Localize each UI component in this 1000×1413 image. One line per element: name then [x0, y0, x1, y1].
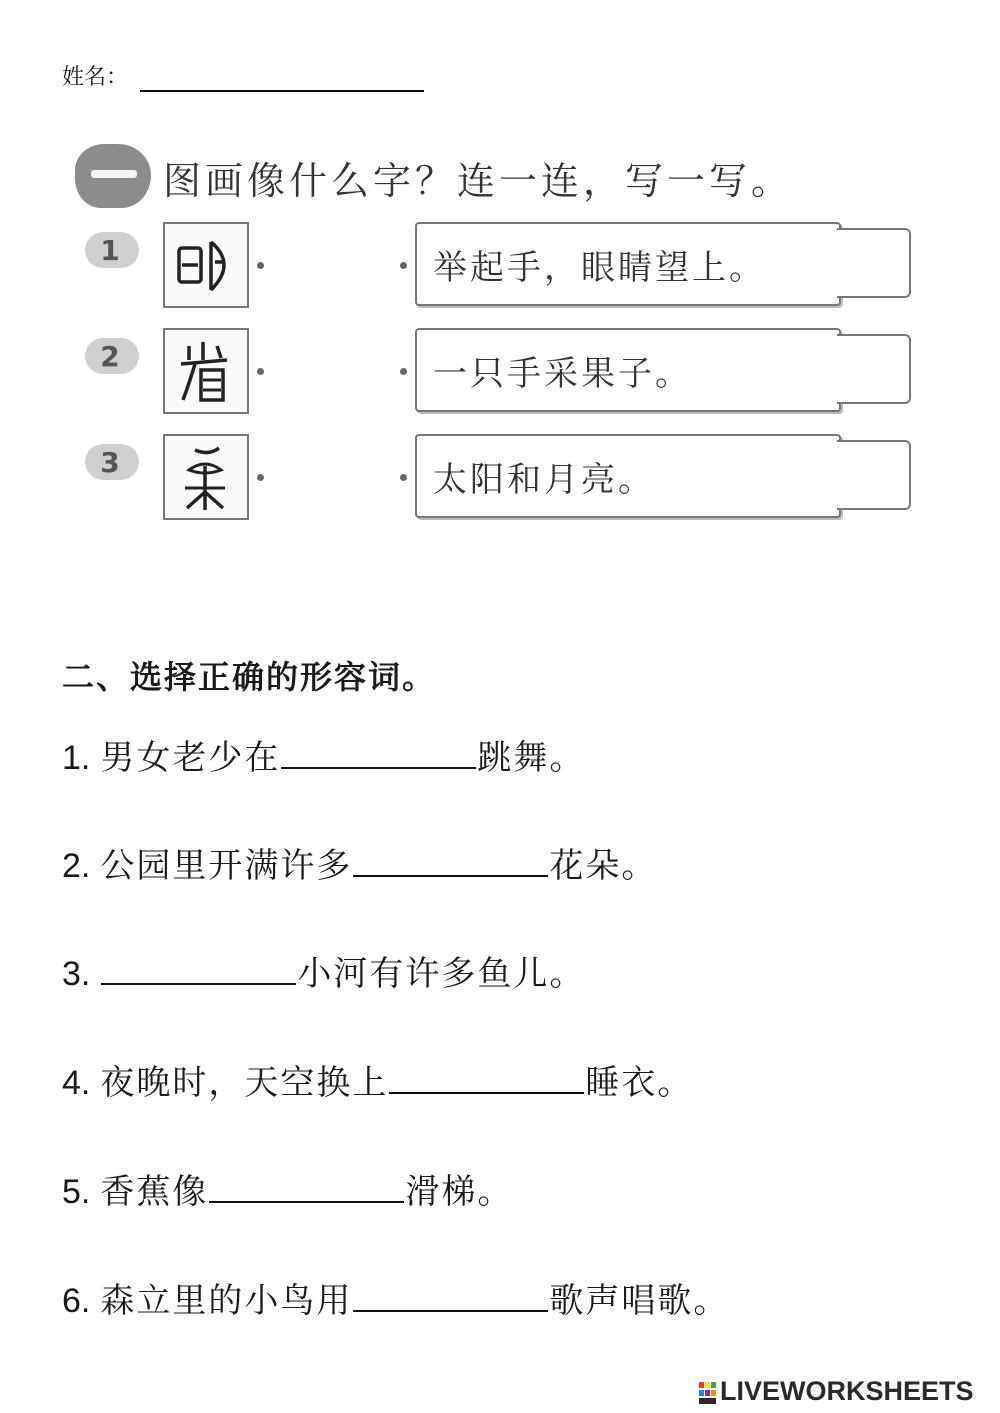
- sentence-text-1: 举起手，眼睛望上。: [433, 248, 766, 288]
- sentence-box-1: [415, 222, 841, 306]
- blank-input-2[interactable]: [353, 845, 548, 877]
- fill-blank-item-3: 3. 小河有许多鱼儿。: [62, 954, 586, 994]
- connect-dot-right-3[interactable]: [400, 474, 407, 481]
- connect-dot-left-1[interactable]: [257, 262, 264, 269]
- liveworksheets-logo: [698, 1376, 994, 1410]
- blank-input-6[interactable]: [353, 1280, 548, 1312]
- matching-row-3: [75, 434, 915, 524]
- matching-row-2: [75, 328, 915, 418]
- blank-input-1[interactable]: [281, 737, 476, 769]
- liveworksheets-logo-text: LIVEWORKSHEETS: [720, 1376, 974, 1406]
- section-2-title: 二、选择正确的形容词。: [62, 658, 437, 696]
- sentence-text-3: 太阳和月亮。: [433, 460, 655, 500]
- answer-box-3[interactable]: [837, 440, 911, 510]
- fill-blank-item-2: 2. 公园里开满许多 花朵。: [62, 846, 658, 886]
- question-number-badge: 2: [85, 338, 139, 374]
- name-label: 姓名：: [62, 65, 129, 90]
- sentence-box-3: [415, 434, 841, 518]
- answer-box-2[interactable]: [837, 334, 911, 404]
- blank-input-4[interactable]: [389, 1062, 584, 1094]
- fill-blank-item-6: 6. 森立里的小鸟用 歌声唱歌。: [62, 1281, 730, 1321]
- liveworksheets-logo-icon: [698, 1380, 718, 1406]
- connect-dot-right-1[interactable]: [400, 262, 407, 269]
- name-input-line[interactable]: [140, 90, 424, 92]
- question-number-badge: 3: [85, 444, 139, 480]
- ancient-cai-glyph-icon: [163, 434, 249, 520]
- section-number-badge: [75, 144, 151, 208]
- sentence-text-2: 一只手采果子。: [433, 354, 692, 394]
- blank-input-3[interactable]: [101, 953, 296, 985]
- connect-dot-left-2[interactable]: [257, 368, 264, 375]
- matching-row-1: [75, 222, 915, 312]
- fill-blank-item-5: 5. 香蕉像 滑梯。: [62, 1172, 514, 1212]
- section-number-mark: [91, 170, 137, 178]
- blank-input-5[interactable]: [209, 1171, 404, 1203]
- section-1: [75, 140, 915, 540]
- question-number-badge: 1: [85, 232, 139, 268]
- fill-blank-item-1: 1. 男女老少在 跳舞。: [62, 738, 586, 778]
- fill-blank-item-4: 4. 夜晚时，天空换上 睡衣。: [62, 1063, 694, 1103]
- ancient-kan-glyph-icon: [163, 328, 249, 414]
- answer-box-1[interactable]: [837, 228, 911, 298]
- section-1-title: 图画像什么字？连一连，写一写。: [163, 159, 794, 203]
- connect-dot-left-3[interactable]: [257, 474, 264, 481]
- connect-dot-right-2[interactable]: [400, 368, 407, 375]
- sentence-box-2: [415, 328, 841, 412]
- ancient-ming-glyph-icon: [163, 222, 249, 308]
